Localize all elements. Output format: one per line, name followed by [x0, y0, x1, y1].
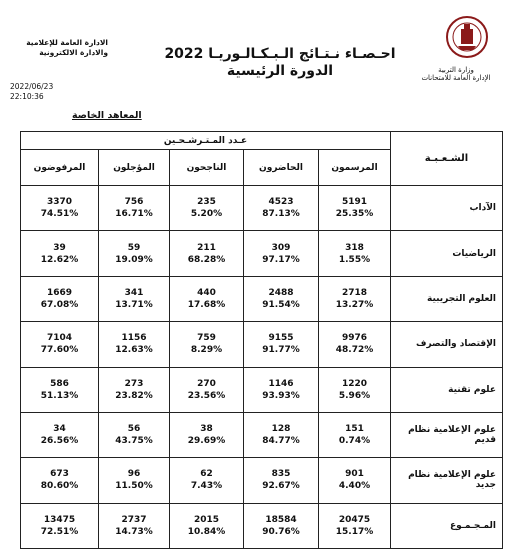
table-row	[21, 322, 503, 367]
header-stream: الشـعـبـة	[391, 132, 503, 186]
cell-deferred	[99, 276, 170, 321]
cell-registered	[319, 503, 391, 548]
cell-count: 39	[53, 242, 66, 253]
cell-count: 586	[50, 378, 69, 389]
cell-passed	[170, 231, 244, 276]
cell-present	[244, 458, 319, 503]
cell-percent: 17.68%	[187, 299, 226, 310]
cell-count: 62	[200, 469, 213, 480]
cell-percent: 12.63%	[115, 345, 153, 356]
cell-registered	[319, 231, 391, 276]
cell-count: 9976	[341, 333, 368, 344]
cell-count: 1146	[268, 378, 294, 389]
header-deferred: المؤجلون	[99, 150, 170, 186]
cell-count: 2737	[121, 514, 147, 525]
cell-rejected	[21, 503, 99, 548]
cell-present	[244, 276, 319, 321]
cell-count: 4523	[268, 197, 294, 208]
cell-passed	[170, 367, 244, 412]
cell-passed	[170, 458, 244, 503]
cell-deferred	[99, 412, 170, 457]
cell-percent: 80.60%	[40, 481, 79, 492]
cell-count: 273	[124, 378, 144, 389]
cell-percent: 68.28%	[187, 254, 226, 265]
cell-registered	[319, 322, 391, 367]
results-table	[20, 131, 503, 549]
cell-percent: 48.72%	[335, 345, 374, 356]
logo-ministry: وزارة التربية	[438, 66, 474, 74]
cell-count: 38	[200, 424, 213, 435]
header-passed: الناجحون	[170, 150, 244, 186]
cell-percent: 91.77%	[262, 345, 300, 356]
cell-count: 2488	[268, 287, 294, 298]
cell-deferred	[99, 367, 170, 412]
cell-percent: 25.35%	[335, 209, 374, 220]
header-registered: المرسمون	[319, 150, 391, 186]
cell-percent: 7.43%	[190, 481, 223, 492]
cell-count: 56	[127, 424, 141, 435]
cell-percent: 51.13%	[40, 390, 79, 401]
cell-percent: 15.17%	[335, 526, 374, 537]
table-row	[21, 186, 503, 231]
cell-count: 1220	[341, 378, 368, 389]
cell-percent: 26.56%	[40, 436, 79, 447]
cell-rejected	[21, 367, 99, 412]
logo-caption	[408, 66, 504, 82]
cell-registered	[319, 458, 391, 503]
print-date: 2022/06/23	[10, 82, 54, 91]
row-label: المـجـمـوع	[391, 503, 503, 548]
row-label: علوم الإعلامية نظام قديم	[391, 412, 503, 457]
row-label: الإقتصاد والتصرف	[391, 322, 503, 367]
row-label: علوم الإعلامية نظام جديد	[391, 458, 503, 503]
cell-percent: 97.17%	[262, 254, 300, 265]
cell-percent: 72.51%	[40, 526, 79, 537]
cell-count: 211	[197, 242, 216, 253]
cell-deferred	[99, 231, 170, 276]
cell-count: 1669	[46, 287, 73, 298]
row-label: الرياضيات	[391, 231, 503, 276]
cell-count: 13475	[43, 514, 76, 525]
cell-rejected	[21, 276, 99, 321]
cell-passed	[170, 503, 244, 548]
cell-count: 309	[271, 242, 291, 253]
section-title: المعاهد الخاصة	[72, 110, 142, 121]
cell-present	[244, 231, 319, 276]
cell-count: 318	[345, 242, 364, 253]
cell-percent: 29.69%	[187, 436, 226, 447]
logo-department: الإدارة العامة للامتحانات	[421, 74, 491, 82]
cell-count: 1156	[121, 333, 147, 344]
cell-present	[244, 186, 319, 231]
row-label: علوم تقنية	[391, 367, 503, 412]
cell-count: 341	[124, 287, 144, 298]
cell-count: 901	[345, 469, 364, 480]
cell-passed	[170, 186, 244, 231]
cell-rejected	[21, 412, 99, 457]
table-row	[21, 458, 503, 503]
cell-count: 270	[197, 378, 216, 389]
cell-count: 96	[127, 469, 141, 480]
cell-percent: 12.62%	[40, 254, 79, 265]
cell-deferred	[99, 186, 170, 231]
cell-percent: 90.76%	[262, 526, 300, 537]
cell-count: 235	[197, 197, 216, 208]
cell-present	[244, 367, 319, 412]
cell-count: 18584	[265, 514, 297, 525]
cell-percent: 13.27%	[335, 299, 374, 310]
cell-percent: 8.29%	[190, 345, 223, 356]
table-row	[21, 412, 503, 457]
left-header-line2: والادارة الالكترونية	[39, 48, 108, 57]
cell-percent: 14.73%	[115, 526, 153, 537]
cell-percent: 13.71%	[115, 299, 153, 310]
cell-count: 2015	[193, 514, 220, 525]
cell-count: 9155	[268, 333, 294, 344]
cell-count: 756	[124, 197, 144, 208]
cell-percent: 10.84%	[187, 526, 226, 537]
left-header-line1: الادارة العامة للإعلامية	[26, 38, 108, 47]
cell-present	[244, 322, 319, 367]
cell-deferred	[99, 322, 170, 367]
cell-percent: 1.55%	[338, 254, 371, 265]
cell-rejected	[21, 231, 99, 276]
table-row	[21, 367, 503, 412]
title-line1: احـصـاء نـتـائج الـبـكـالـوريـا 2022	[164, 46, 396, 62]
cell-count: 59	[127, 242, 141, 253]
cell-percent: 19.09%	[115, 254, 153, 265]
cell-count: 5191	[341, 197, 368, 208]
cell-percent: 74.51%	[40, 209, 79, 220]
results-table-body	[21, 186, 503, 549]
cell-count: 673	[50, 469, 69, 480]
cell-count: 151	[345, 424, 364, 435]
print-timestamp	[10, 82, 53, 102]
cell-passed	[170, 322, 244, 367]
cell-registered	[319, 412, 391, 457]
table-row	[21, 276, 503, 321]
cell-count: 20475	[338, 514, 371, 525]
cell-percent: 5.20%	[190, 209, 223, 220]
row-label: الآداب	[391, 186, 503, 231]
cell-count: 34	[53, 424, 66, 435]
cell-percent: 4.40%	[338, 481, 371, 492]
cell-registered	[319, 367, 391, 412]
header-present: الحاضرون	[244, 150, 319, 186]
cell-percent: 43.75%	[115, 436, 153, 447]
cell-percent: 23.56%	[187, 390, 226, 401]
table-row	[21, 503, 503, 548]
cell-count: 7104	[46, 333, 73, 344]
left-header	[6, 38, 108, 58]
cell-rejected	[21, 458, 99, 503]
cell-rejected	[21, 186, 99, 231]
cell-count: 835	[271, 469, 291, 480]
cell-percent: 91.54%	[262, 299, 300, 310]
row-label: العلوم التجريبية	[391, 276, 503, 321]
print-time: 22:10:36	[10, 92, 44, 101]
cell-percent: 92.67%	[262, 481, 300, 492]
cell-present	[244, 503, 319, 548]
page-title	[160, 46, 400, 80]
cell-registered	[319, 186, 391, 231]
cell-count: 440	[197, 287, 216, 298]
cell-count: 128	[271, 424, 291, 435]
cell-percent: 93.93%	[262, 390, 300, 401]
cell-percent: 5.96%	[338, 390, 371, 401]
cell-count: 2718	[341, 287, 368, 298]
cell-passed	[170, 412, 244, 457]
header-rejected: المرفوضون	[21, 150, 99, 186]
cell-passed	[170, 276, 244, 321]
cell-registered	[319, 276, 391, 321]
cell-percent: 87.13%	[262, 209, 300, 220]
header-candidates: عـدد المـتـرشـحـين	[21, 132, 391, 150]
cell-percent: 23.82%	[115, 390, 153, 401]
cell-deferred	[99, 458, 170, 503]
cell-rejected	[21, 322, 99, 367]
cell-percent: 16.71%	[115, 209, 153, 220]
cell-count: 3370	[46, 197, 73, 208]
cell-percent: 0.74%	[338, 436, 371, 447]
title-line2: الدورة الرئيسية	[226, 63, 334, 79]
ministry-emblem-icon	[444, 14, 490, 60]
cell-count: 759	[197, 333, 216, 344]
cell-deferred	[99, 503, 170, 548]
cell-percent: 84.77%	[262, 436, 300, 447]
cell-percent: 67.08%	[40, 299, 79, 310]
cell-percent: 77.60%	[40, 345, 79, 356]
cell-present	[244, 412, 319, 457]
cell-percent: 11.50%	[115, 481, 153, 492]
table-row	[21, 231, 503, 276]
